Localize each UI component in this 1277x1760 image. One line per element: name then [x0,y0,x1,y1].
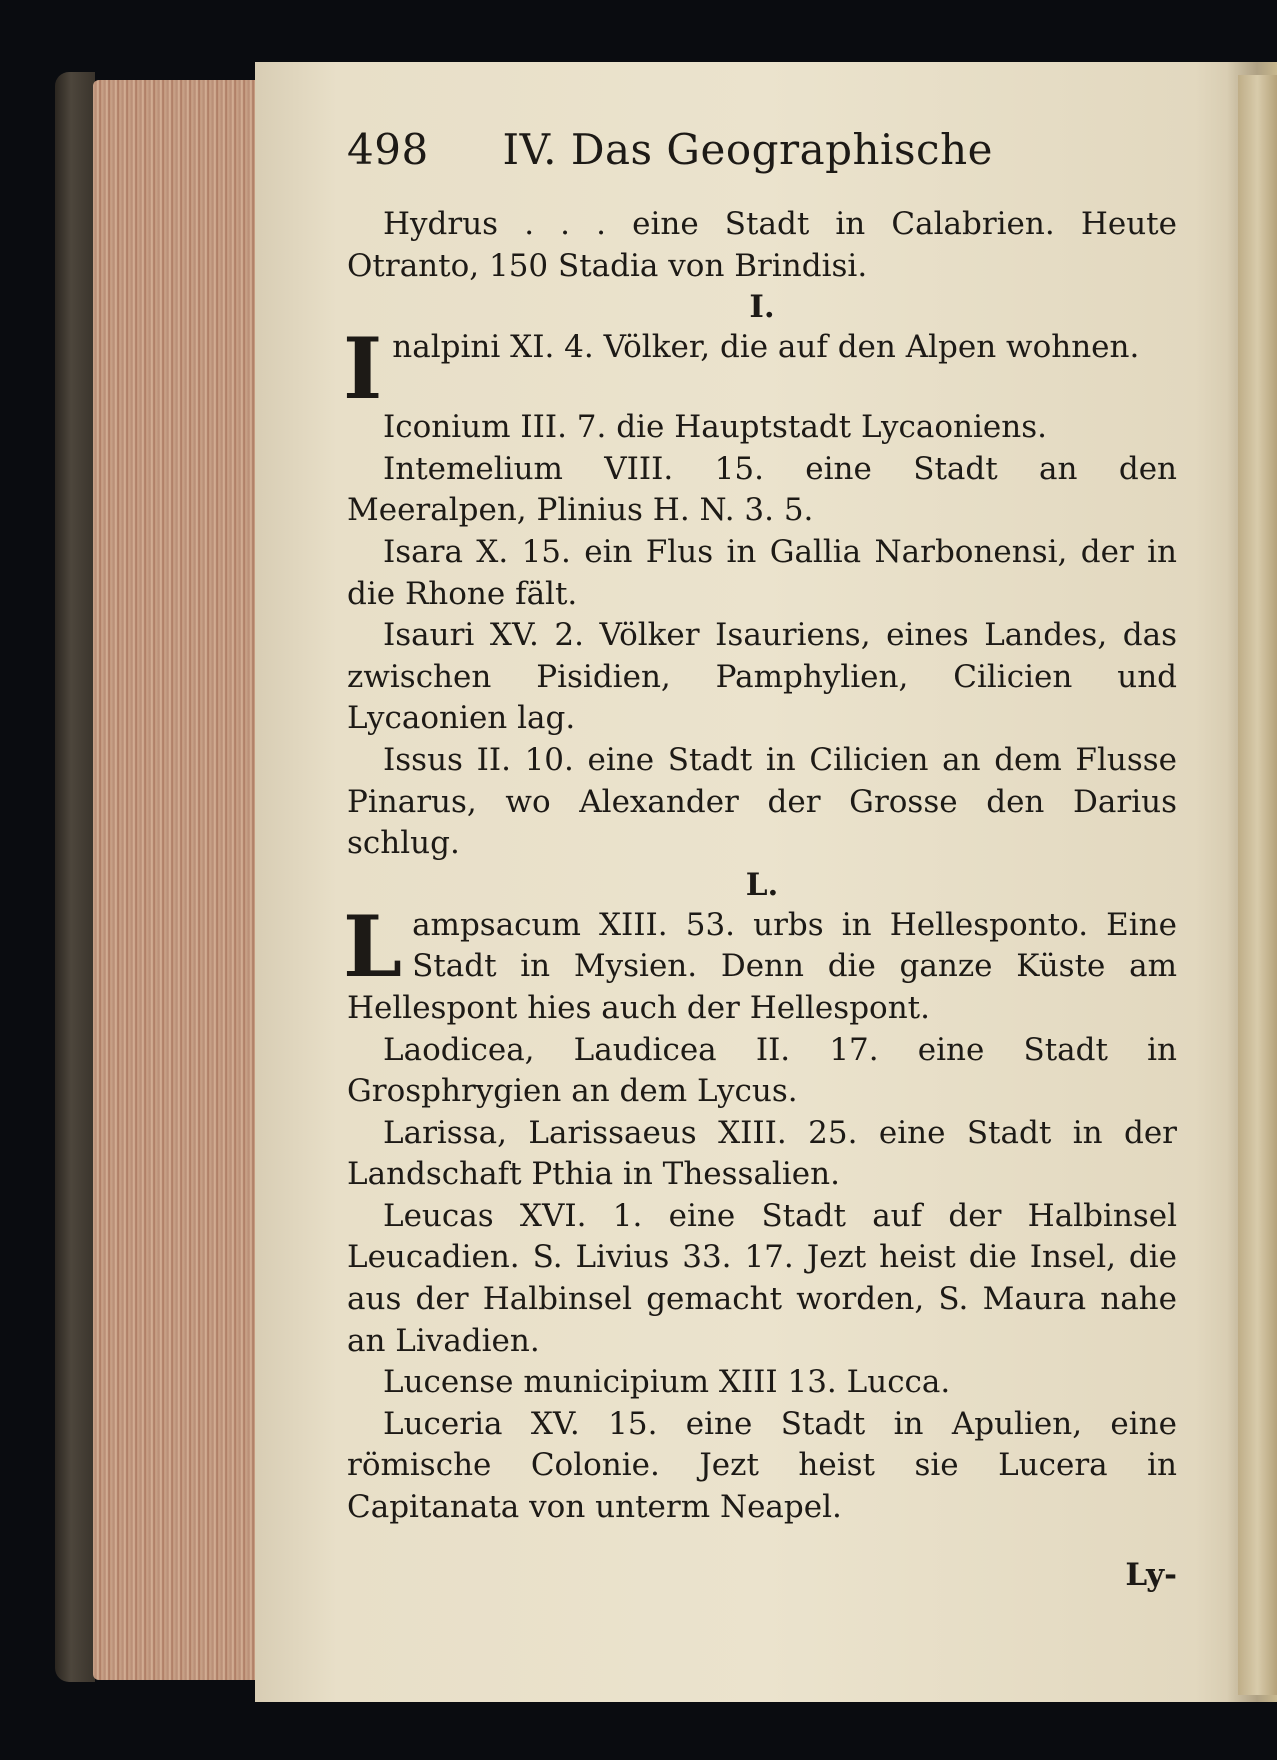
entry-iconium: Iconium III. 7. die Hauptstadt Lycaoniens. [383,409,1048,446]
section-heading-l: L. [745,866,779,903]
facing-page-edge [1238,75,1277,1695]
drop-cap-i: I [343,319,383,419]
entry-lampsacum-text: ampsacum XIII. 53. urbs in Hellesponto. Eine Stadt in Mysien. Denn die ganze Küste am Hellespont hies auch der Hellespont. [347,906,1177,1026]
entry-luceria: Luceria XV. 15. eine Stadt in Apulien, eine römische Colonie. Jezt heist sie Lucera in Capitanata von unterm Neapel. [347,1405,1177,1526]
entry-laodicea: Laodicea, Laudicea II. 17. eine Stadt in Grosphrygien an dem Lycus. [347,1031,1177,1110]
header-title: IV. Das Geographische [502,125,993,174]
entry-isauri: Isauri XV. 2. Völker Isauriens, eines Landes, das zwischen Pisidien, Pamphylien, Cilicien und Lycaonien lag. [347,617,1177,737]
book-cover [55,72,95,1682]
entry-intemelium: Intemelium VIII. 15. eine Stadt an den Meeralpen, Plinius H. N. 3. 5. [347,450,1177,529]
entry-issus: Issus II. 10. eine Stadt in Cilicien an dem Flusse Pinarus, wo Alexander der Grosse den Darius schlug. [347,741,1177,862]
entry-larissa: Larissa, Larissaeus XIII. 25. eine Stadt in der Landschaft Pthia in Thessalien. [347,1114,1177,1193]
entry-hydrus: Hydrus . . . eine Stadt in Calabrien. Heute Otranto, 150 Stadia von Brindisi. [347,206,1177,284]
entry-isara: Isara X. 15. ein Flus in Gallia Narbonensi, der in die Rhone fält. [347,533,1177,612]
entry-lucense: Lucense municipium XIII 13. Lucca. [383,1364,951,1401]
entry-inalpini [343,319,1177,419]
entry-leucas: Leucas XVI. 1. eine Stadt auf der Halbinsel Leucadien. S. Livius 33. 17. Jezt heist die Insel, die aus der Halbinsel gemacht worden, S. Maura nahe an Livadien. [347,1197,1177,1359]
section-heading-i: I. [749,289,775,326]
catchword: Ly- [1125,1556,1177,1593]
entry-inalpini-text: nalpini XI. 4. Völker, die auf den Alpen wohnen. [392,329,1140,366]
running-header [347,120,1177,180]
page-number: 498 [347,125,429,174]
entry-lampsacum [343,896,1177,1030]
drop-cap-l: L [343,896,403,996]
page-text [343,120,1177,1596]
